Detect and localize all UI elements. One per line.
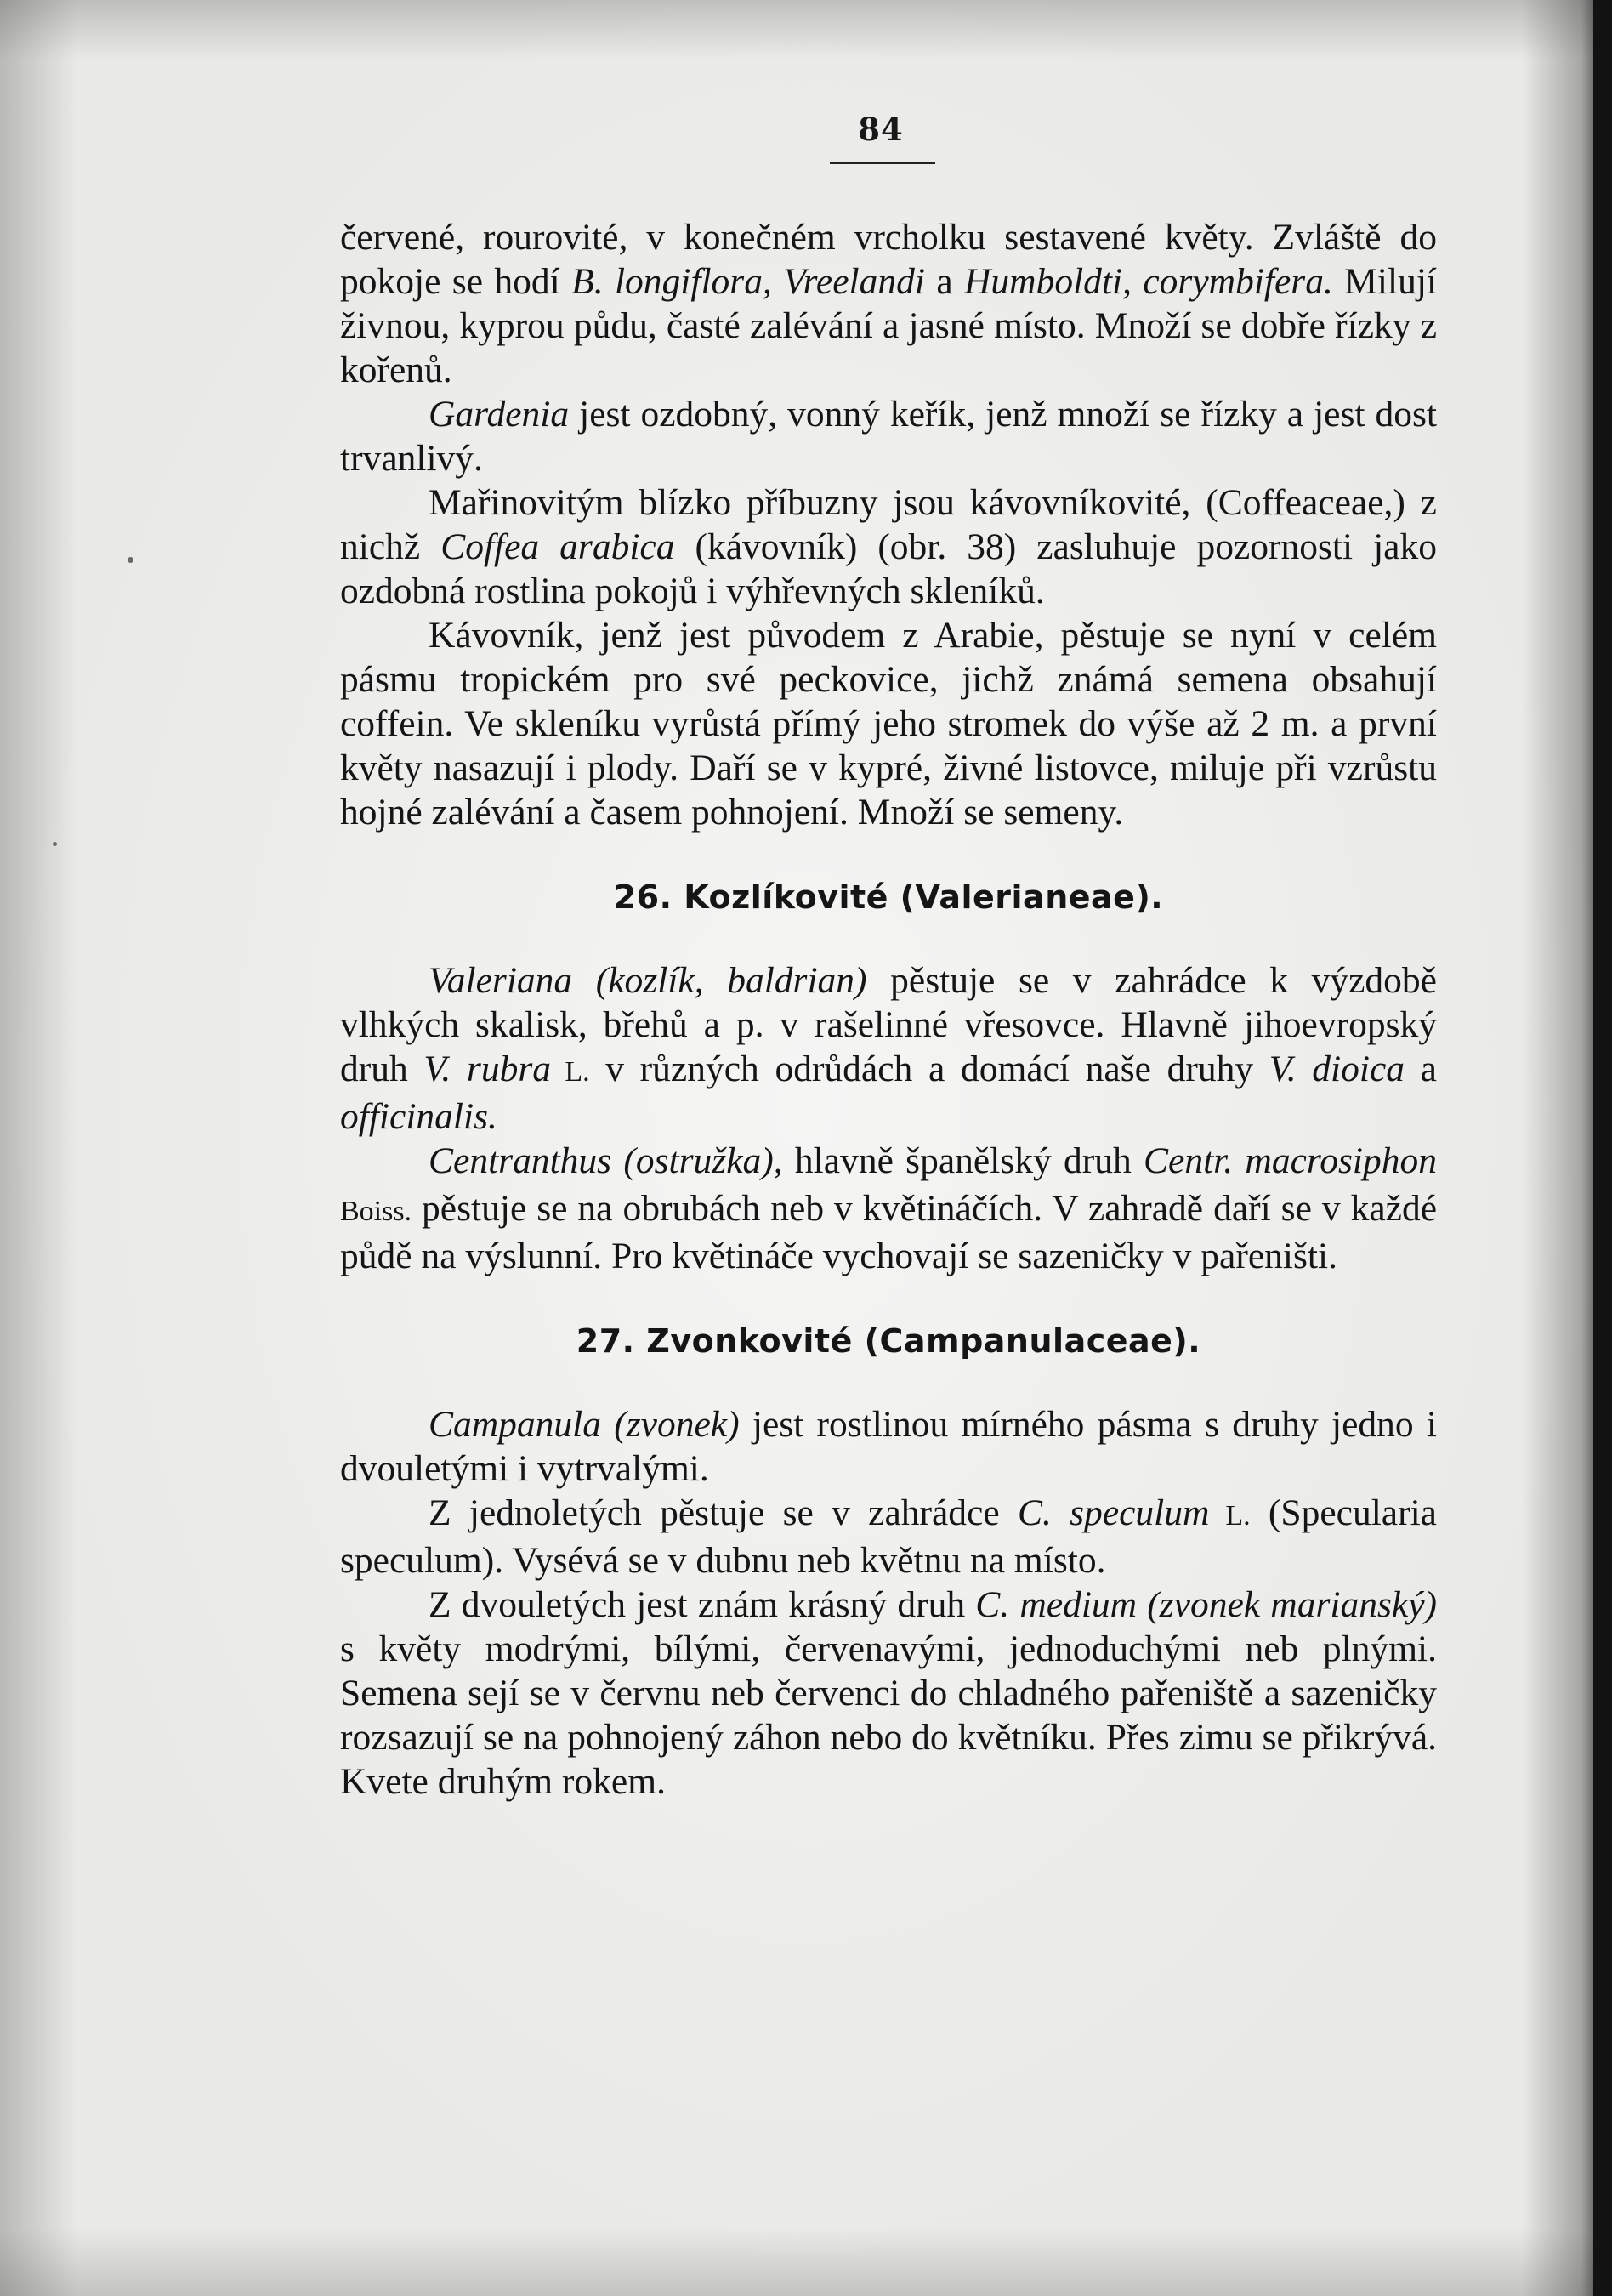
paragraph: Valeriana (kozlík, baldrian) pěstuje se v zahrádce k výzdobě vlhkých skalisk, břehů a p. v rašelinné vřesovce. Hlavně jihoevropský druh V. rubra L. v různých odrůdách a domácí naše druhy V. dioica a officinalis.	[340, 960, 1437, 1137]
ink-speck	[53, 842, 57, 846]
paragraph: Mařinovitým blízko příbuzny jsou kávovníkovité, (Coffeaceae,) z nichž Coffea arabica (kávovník) (obr. 38) zasluhuje pozornosti jako ozdobná rostlina pokojů i výhřevných skleníků.	[340, 482, 1437, 611]
page-edge-shadow	[1593, 0, 1612, 2296]
paragraph: červené, rourovité, v konečném vrcholku sestavené květy. Zvláště do pokoje se hodí B. longiflora, Vreelandi a Humboldti, corymbifera. Milují živnou, kyprou půdu, časté zalévání a jasné místo. Množí se dobře řízky z kořenů.	[340, 217, 1438, 390]
section-heading: 26. Kozlíkovité (Valerianeae).	[613, 878, 1164, 916]
paragraph: Gardenia jest ozdobný, vonný keřík, jenž množí se řízky a jest dost trvanlivý.	[340, 394, 1437, 479]
paragraph: Kávovník, jenž jest původem z Arabie, pěstuje se nyní v celém pásmu tropickém pro své peckovice, jichž známá semena obsahují coffein. Ve skleníku vyrůstá přímý jeho stromek do výše až 2 m. a první květy nasazují i plody. Daří se v kypré, živné listovce, miluje při vzrůstu hojné zalévání a časem pohnojení. Množí se semeny.	[340, 615, 1437, 833]
page-number: 84	[858, 111, 904, 148]
section-heading: 27. Zvonkovité (Campanulaceae).	[576, 1322, 1201, 1360]
body-text	[340, 215, 1437, 1804]
paragraph: Z dvouletých jest znám krásný druh C. medium (zvonek marianský) s květy modrými, bílými, červenavými, jednoduchými neb plnými. Semena sejí se v červnu neb červenci do chladného pařeniště a sazeničky rozsazují se na pohnojený záhon nebo do květníku. Přes zimu se přikrývá. Kvete druhým rokem.	[340, 1584, 1437, 1802]
ink-speck	[128, 557, 133, 563]
paragraph: Campanula (zvonek) jest rostlinou mírného pásma s druhy jedno i dvouletými i vytrvalými.	[340, 1404, 1437, 1489]
paragraph: Z jednoletých pěstuje se v zahrádce C. speculum L. (Specularia speculum). Vysévá se v dubnu neb květnu na místo.	[340, 1492, 1437, 1581]
page-number-rule	[830, 162, 935, 164]
paragraph: Centranthus (ostružka), hlavně španělský druh Centr. macrosiphon Boiss. pěstuje se na obrubách neb v květináčích. V zahradě daří se v každé půdě na výslunní. Pro květináče vychovají se sazeničky v pařeništi.	[340, 1140, 1437, 1276]
